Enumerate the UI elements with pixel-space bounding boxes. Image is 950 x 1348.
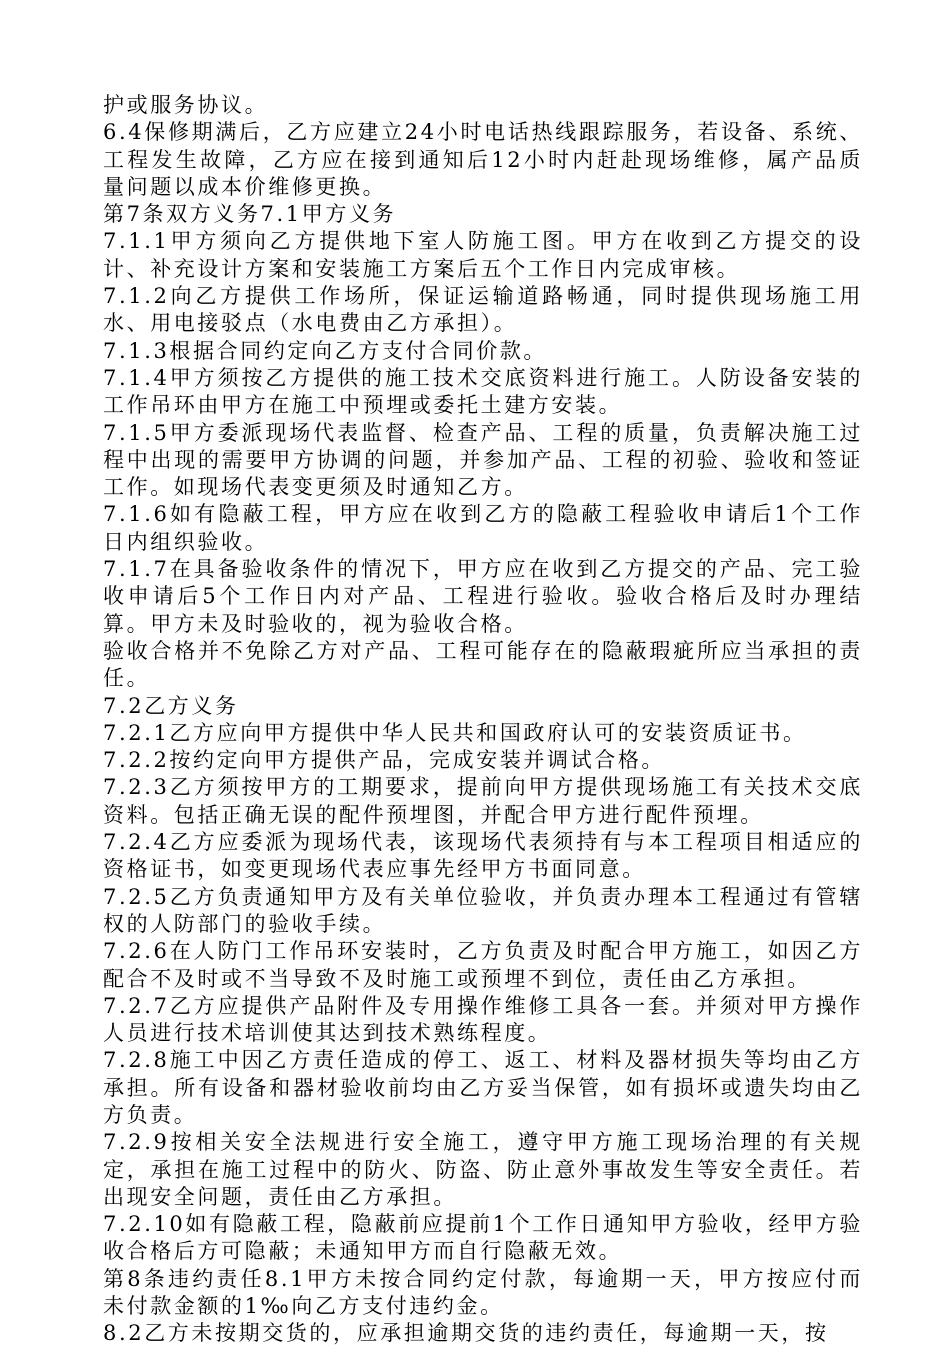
paragraph: 7.2.3乙方须按甲方的工期要求，提前向甲方提供现场施工有关技术交底资料。包括正确无误的配件预埋图，并配合甲方进行配件预埋。 <box>103 775 863 827</box>
paragraph: 7.2.4乙方应委派为现场代表，该现场代表须持有与本工程项目相适应的资格证书，如变更现场代表应事先经甲方书面同意。 <box>103 830 863 882</box>
paragraph: 7.2.2按约定向甲方提供产品，完成安装并调试合格。 <box>103 748 666 773</box>
paragraph: 7.1.6如有隐蔽工程，甲方应在收到乙方的隐蔽工程验收申请后1个工作日内组织验收。 <box>103 502 863 554</box>
section-heading: 第8条违约责任8.1甲方未按合同约定付款，每逾期一天，甲方按应付而未付款金额的1‰向乙方支付违约金。 <box>103 1266 863 1319</box>
paragraph: 7.1.4甲方须按乙方提供的施工技术交底资料进行施工。人防设备安装的工作吊环由甲方在施工中预埋或委托土建方安装。 <box>103 365 863 418</box>
section-heading: 7.2乙方义务 <box>103 693 239 718</box>
paragraph: 7.2.9按相关安全法规进行安全施工，遵守甲方施工现场治理的有关规定，承担在施工过程中的防火、防盗、防止意外事故发生等安全责任。若出现安全问题，责任由乙方承担。 <box>103 1130 863 1209</box>
paragraph: 7.2.8施工中因乙方责任造成的停工、返工、材料及器材损失等均由乙方承担。所有设备和器材验收前均由乙方妥当保管，如有损坏或遗失均由乙方负责。 <box>103 1048 863 1127</box>
paragraph: 7.2.5乙方负责通知甲方及有关单位验收，并负责办理本工程通过有管辖权的人防部门的验收手续。 <box>103 884 863 936</box>
document-page <box>103 92 863 1348</box>
paragraph: 验收合格并不免除乙方对产品、工程可能存在的隐蔽瑕疵所应当承担的责任。 <box>103 638 863 691</box>
section-heading: 第7条双方义务7.1甲方义务 <box>103 202 397 227</box>
paragraph: 7.1.3根据合同约定向乙方支付合同价款。 <box>103 338 548 363</box>
paragraph: 7.2.7乙方应提供产品附件及专用操作维修工具各一套。并须对甲方操作人员进行技术培训使其达到技术熟练程度。 <box>103 993 863 1046</box>
paragraph: 7.2.6在人防门工作吊环安装时，乙方负责及时配合甲方施工，如因乙方配合不及时或不当导致不及时施工或预埋不到位，责任由乙方承担。 <box>103 939 863 991</box>
paragraph: 7.2.10如有隐蔽工程，隐蔽前应提前1个工作日通知甲方验收，经甲方验收合格后方可隐蔽；未通知甲方而自行隐蔽无效。 <box>103 1212 863 1264</box>
paragraph: 6.4保修期满后，乙方应建立24小时电话热线跟踪服务，若设备、系统、工程发生故障，乙方应在接到通知后12小时内赶赴现场维修，属产品质量问题以成本价维修更换。 <box>103 120 863 199</box>
paragraph: 7.1.7在具备验收条件的情况下，甲方应在收到乙方提交的产品、完工验收申请后5个工作日内对产品、工程进行验收。验收合格后及时办理结算。甲方未及时验收的，视为验收合格。 <box>103 557 863 636</box>
paragraph: 7.1.5甲方委派现场代表监督、检查产品、工程的质量，负责解决施工过程中出现的需要甲方协调的问题，并参加产品、工程的初验、验收和签证工作。如现场代表变更须及时通知乙方。 <box>103 420 863 500</box>
paragraph: 8.2乙方未按期交货的，应承担逾期交货的违约责任，每逾期一天，按 <box>103 1321 829 1346</box>
paragraph: 7.1.2向乙方提供工作场所，保证运输道路畅通，同时提供现场施工用水、用电接驳点（水电费由乙方承担）。 <box>103 284 863 336</box>
paragraph: 护或服务协议。 <box>103 93 269 117</box>
paragraph: 7.2.1乙方应向甲方提供中华人民共和国政府认可的安装资质证书。 <box>103 720 807 745</box>
paragraph: 7.1.1甲方须向乙方提供地下室人防施工图。甲方在收到乙方提交的设计、补充设计方案和安装施工方案后五个工作日内完成审核。 <box>103 229 863 281</box>
